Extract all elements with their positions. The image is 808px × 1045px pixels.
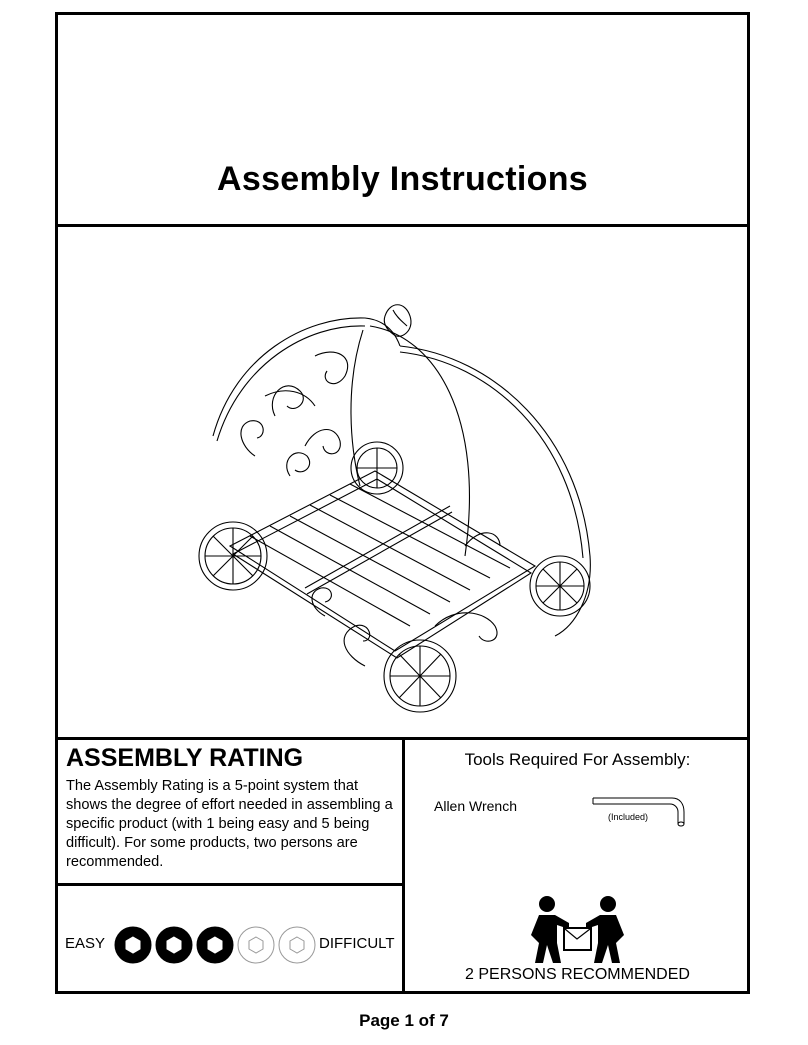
tools-heading: Tools Required For Assembly: (464, 750, 691, 769)
easy-label: EASY (65, 935, 106, 952)
page-title: Assembly Instructions (217, 160, 588, 198)
divider-vertical (402, 740, 405, 991)
divider-title (58, 224, 747, 227)
two-persons-lifting-icon (525, 895, 630, 965)
rating-dot-5 (279, 927, 315, 963)
rating-dot-2 (156, 927, 192, 963)
canopy-carriage-bed-drawing (195, 296, 615, 726)
allen-wrench-icon (590, 794, 690, 828)
divider-rating (58, 883, 402, 886)
rating-dot-3 (197, 927, 233, 963)
tool-included-note: (Included) (608, 812, 649, 822)
rating-scale (112, 924, 318, 966)
rating-dot-4 (238, 927, 274, 963)
persons-recommended-label: 2 PERSONS RECOMMENDED (465, 966, 690, 983)
tool-name: Allen Wrench (434, 798, 518, 814)
difficult-label: DIFFICULT (319, 935, 395, 952)
rating-description: The Assembly Rating is a 5-point system that shows the degree of effort needed in assembling a specific product (with 1 being easy and 5 being difficult). For some products, two persons are recommended. (66, 778, 393, 870)
rating-heading: ASSEMBLY RATING (66, 744, 304, 772)
rating-dot-1 (115, 927, 151, 963)
page-number: Page 1 of 7 (359, 1011, 449, 1030)
